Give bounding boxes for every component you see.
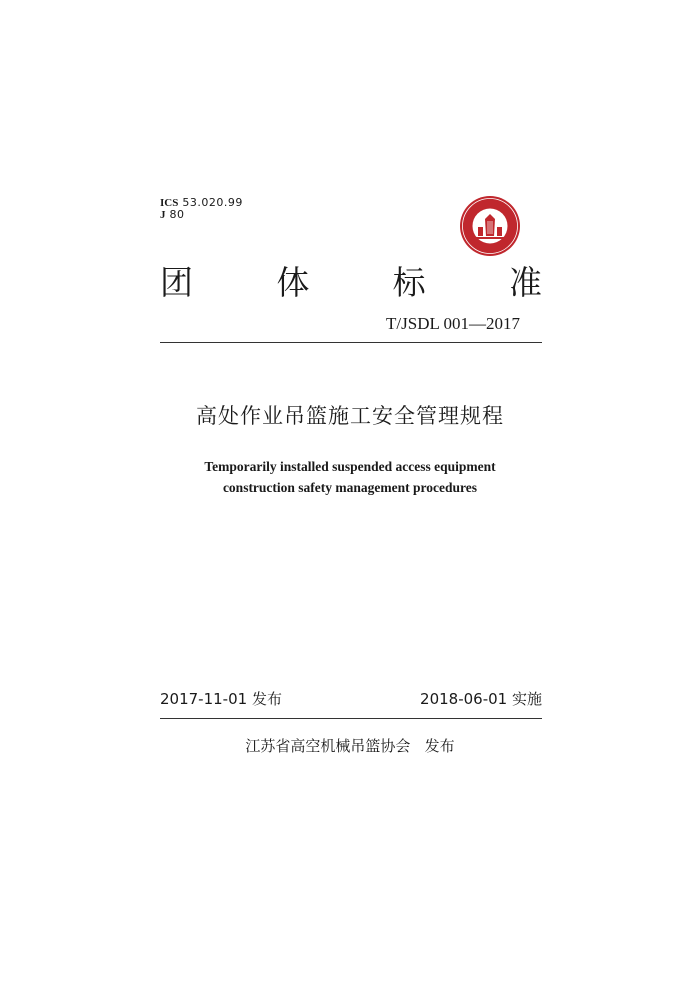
implement-date: 2018-06-01 实施 bbox=[420, 690, 542, 708]
ics-value: 53.020.99 bbox=[182, 196, 243, 209]
publisher: 江苏省高空机械吊篮协会 发布 bbox=[245, 737, 455, 755]
doc-type-char-2: 体 bbox=[276, 263, 310, 302]
doc-type-char-3: 标 bbox=[392, 263, 426, 302]
class-label: J bbox=[160, 209, 166, 221]
footer-divider bbox=[160, 718, 542, 719]
publish-date: 2017-11-01 发布 bbox=[160, 690, 282, 708]
association-seal bbox=[458, 194, 522, 258]
classification-code bbox=[160, 208, 185, 222]
english-title-line-2: construction safety management procedures bbox=[222, 480, 478, 495]
english-title-line-1: Temporarily installed suspended access equipment bbox=[204, 459, 496, 474]
ics-label: ICS bbox=[160, 197, 179, 209]
doc-type-char-1: 团 bbox=[160, 263, 193, 302]
doc-type-char-4: 准 bbox=[508, 263, 542, 302]
seal-emblem-icon bbox=[458, 194, 522, 258]
chinese-title: 高处作业吊篮施工安全管理规程 bbox=[196, 404, 504, 428]
header-divider bbox=[160, 342, 542, 343]
standard-number: T/JSDL 001—2017 bbox=[386, 314, 520, 333]
class-value: 80 bbox=[169, 208, 185, 221]
document-type-heading bbox=[160, 262, 542, 304]
